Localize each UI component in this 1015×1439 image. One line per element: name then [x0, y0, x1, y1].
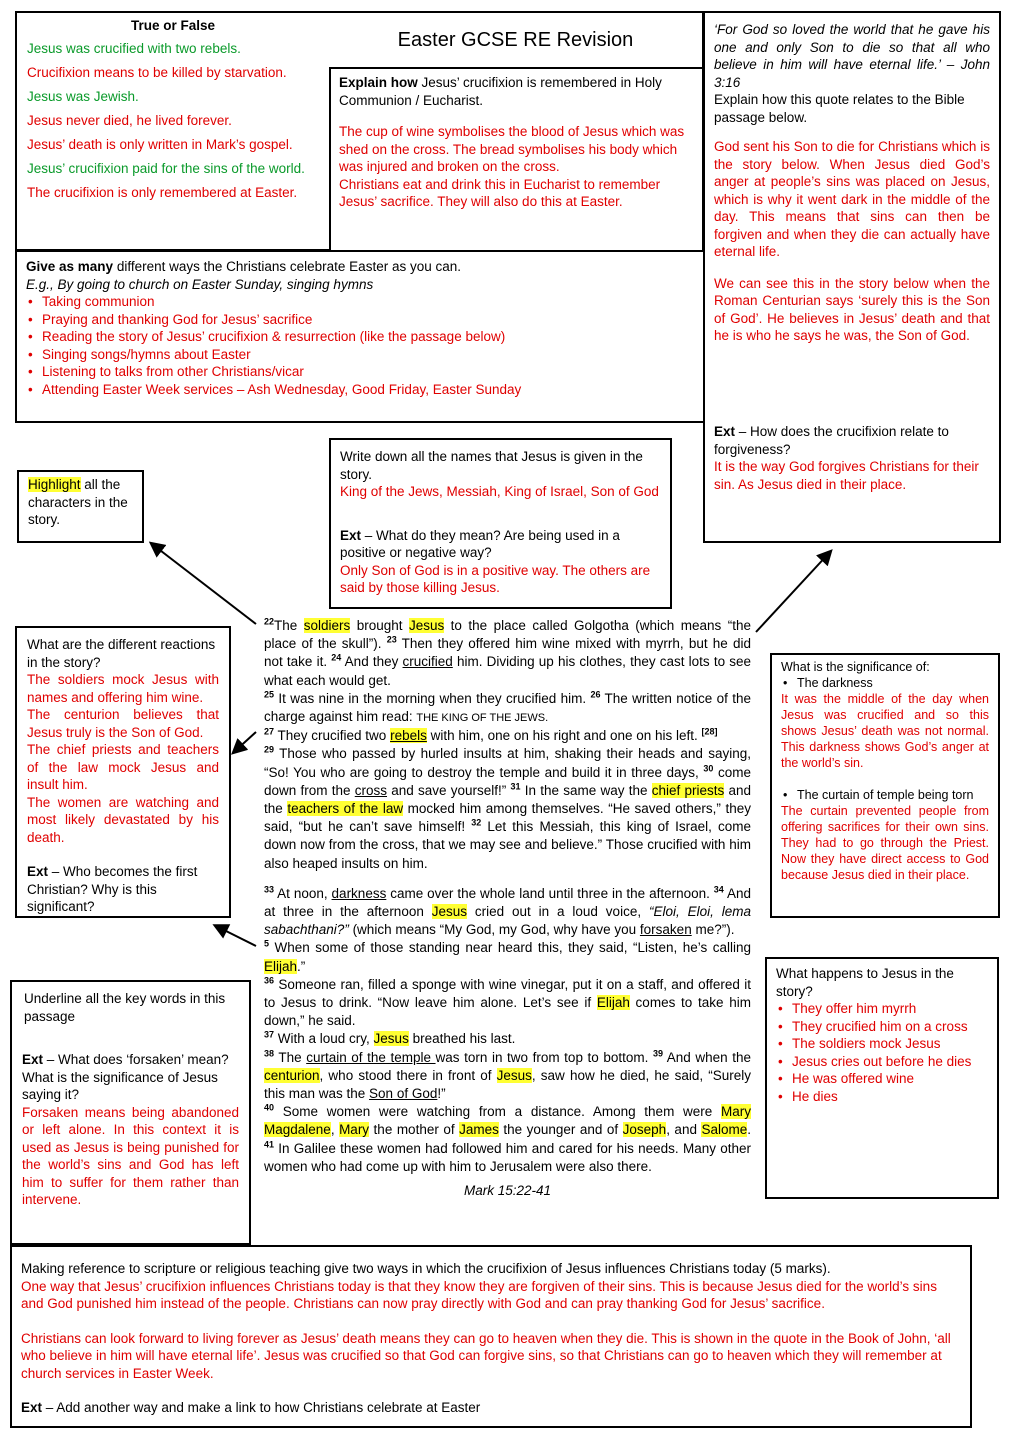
- verse-31: 31: [510, 781, 521, 792]
- names-question: Write down all the names that Jesus is given in the story.: [340, 449, 643, 482]
- passage-text: the younger and of: [498, 1122, 623, 1138]
- bible-passage: [264, 617, 751, 1200]
- communion-box: [329, 67, 704, 253]
- communion-question-bold: Explain how: [339, 75, 418, 90]
- passage-text: The written notice of the charge against him read:: [264, 690, 751, 725]
- bottom-ext-question: [21, 1399, 961, 1417]
- passage-text: and the: [264, 782, 752, 817]
- reactions-question: What are the different reactions in the story?: [27, 637, 216, 670]
- celebrate-item: • Reading the story of Jesus’ crucifixion & resurrection (like the passage below): [26, 328, 694, 346]
- significance-item-curtain: • The curtain of temple being torn: [781, 787, 989, 803]
- passage-text: The: [274, 618, 304, 633]
- passage-text: with him, one on his right and one on his left.: [426, 728, 702, 744]
- verse-36: 36: [264, 975, 275, 986]
- passage-text: (which means “My God, my God, why have you: [348, 922, 640, 938]
- passage-text: me?”).: [691, 922, 735, 938]
- passage-text: When some of those standing near heard this, they said, “Listen, he’s calling: [269, 940, 751, 956]
- names-ext-bold: Ext: [340, 527, 362, 543]
- celebrate-list: [26, 293, 694, 398]
- happens-item: • He dies: [776, 1088, 988, 1106]
- verse-34: 34: [713, 884, 724, 895]
- happens-item: • He was offered wine: [776, 1070, 988, 1088]
- passage-text: cried out in a loud voice,: [467, 904, 649, 920]
- passage-text: breathed his last.: [408, 1031, 516, 1047]
- highlight-teachers-of-the-law: teachers of the law: [287, 801, 404, 817]
- john-question: Explain how this quote relates to the Bible passage below.: [714, 92, 965, 125]
- passage-text: In Galilee these women had followed him and cared for his needs. Many other women who had come up with him to Jerusalem were also there.: [264, 1140, 751, 1174]
- verse-30: 30: [703, 763, 714, 774]
- passage-text: to the place called Golgotha (which means “the place of the skull”).: [264, 618, 751, 652]
- verse-25: 25: [264, 689, 275, 700]
- underline-ext-text: – What does ‘forsaken’ mean? What is the significance of Jesus saying it?: [22, 1052, 229, 1102]
- celebrate-box: [15, 250, 705, 423]
- true-false-item: The crucifixion is only remembered at Easter.: [27, 185, 298, 200]
- underline-crucified: crucified: [402, 654, 453, 670]
- communion-answer-1: The cup of wine symbolises the blood of Jesus which was shed on the cross. The bread symbolises his body which was injured and broken on the cross.: [339, 124, 685, 174]
- verse-28: [28]: [701, 726, 718, 737]
- passage-text: Some women were watching from a distance. Among them were: [274, 1104, 721, 1120]
- bottom-question-box: [10, 1245, 972, 1428]
- verse-22: 22: [264, 616, 275, 627]
- passage-text: !”: [437, 1086, 446, 1102]
- true-false-heading: True or False: [130, 18, 216, 33]
- celebrate-question-bold: Give as many: [26, 259, 114, 274]
- celebrate-question-rest: different ways the Christians celebrate Easter as you can.: [113, 259, 461, 274]
- reactions-ext-text: – Who becomes the first Christian? Why is this significant?: [27, 864, 198, 914]
- passage-text: Then they offered him wine mixed with myrrh, but he did not take it.: [264, 636, 751, 670]
- passage-text: With a loud cry,: [274, 1031, 374, 1047]
- passage-text: And at three in the afternoon: [264, 885, 751, 920]
- celebrate-example: E.g., By going to church on Easter Sunday, singing hymns: [26, 276, 374, 292]
- reactions-ext-question: [27, 863, 219, 916]
- underline-cross: cross: [354, 782, 388, 798]
- highlight-elijah: Elijah: [596, 995, 630, 1011]
- celebrate-question: [26, 258, 694, 276]
- bottom-answer-1: One way that Jesus’ crucifixion influences Christians today is that they know they are forgiven of their sins. This is because Jesus died for the world’s sins and God punished him instead of the people. Christians can now pray directly with God and can pray thanking God for Jesus’ sacrifice.: [21, 1278, 937, 1311]
- highlight-mary: Mary: [339, 1122, 370, 1138]
- john-ext-question: [714, 423, 990, 458]
- highlight-joseph: Joseph: [622, 1122, 667, 1138]
- significance-box: [770, 653, 1000, 918]
- passage-text: .: [747, 1122, 751, 1138]
- passage-text: brought: [350, 618, 409, 633]
- names-box: [329, 438, 672, 609]
- reactions-ext-bold: Ext: [27, 864, 49, 879]
- celebrate-item: • Taking communion: [26, 293, 694, 311]
- passage-text: Someone ran, filled a sponge with wine vinegar, put it on a staff, and offered it to Jesus to drink. “Now leave him alone. Let’s see if: [264, 976, 751, 1011]
- passage-text: was torn in two from top to bottom.: [435, 1049, 653, 1065]
- highlight-jesus: Jesus: [373, 1031, 409, 1047]
- verse-41: 41: [264, 1139, 275, 1150]
- passage-text: And they: [341, 654, 403, 670]
- passage-text: Those who passed by hurled insults at him, shaking their heads and saying, “So! You who are going to destroy the temple and build it in three days,: [264, 746, 751, 780]
- arrow-to-highlight: [152, 544, 256, 624]
- underline-curtain: curtain of the temple: [306, 1049, 436, 1065]
- passage-eloi: “Eloi, Eloi, lema sabachthani?”: [264, 904, 751, 938]
- significance-item-darkness: • The darkness: [781, 675, 989, 691]
- verse-23: 23: [386, 634, 397, 645]
- highlight-soldiers: soldiers: [303, 618, 351, 633]
- arrow-to-reactions: [234, 732, 256, 752]
- arrow-to-reactions-ext: [216, 926, 256, 946]
- true-false-item: Jesus’ crucifixion paid for the sins of the world.: [27, 161, 305, 176]
- happens-item: • Jesus cries out before he dies: [776, 1053, 988, 1071]
- verse-38: 38: [264, 1048, 275, 1059]
- happens-item: • They offer him myrrh: [776, 1000, 988, 1018]
- john-quote-box: [703, 11, 1001, 543]
- passage-notice: THE KING OF THE JEWS.: [416, 712, 549, 725]
- highlight-mary-magdalene: Mary Magdalene: [264, 1104, 751, 1138]
- celebrate-item: • Listening to talks from other Christians/vicar: [26, 363, 694, 381]
- bottom-ext-bold: Ext: [21, 1400, 43, 1415]
- true-false-item: Jesus’ death is only written in Mark’s gospel.: [27, 137, 293, 152]
- highlight-box: [17, 470, 144, 543]
- true-false-item: Jesus was crucified with two rebels.: [27, 41, 241, 56]
- verse-24: 24: [331, 652, 342, 663]
- verse-27: 27: [264, 726, 275, 737]
- passage-text: , and: [666, 1122, 702, 1138]
- passage-text: come down from the: [264, 764, 751, 798]
- underline-son-of-god: Son of God: [369, 1086, 438, 1102]
- passage-text: At noon,: [274, 885, 332, 901]
- verse-39: 39: [652, 1048, 663, 1059]
- highlight-rebels: rebels: [390, 728, 427, 744]
- highlight-rest: all the characters in the story.: [28, 477, 128, 527]
- passage-text: ,: [330, 1122, 340, 1138]
- title-box: [329, 11, 704, 69]
- underline-darkness: darkness: [331, 885, 387, 901]
- passage-text: comes to take him down,” he said.: [264, 995, 752, 1029]
- underline-box: [10, 980, 251, 1245]
- page-title: Easter GCSE RE Revision: [397, 28, 634, 51]
- reactions-answer-4: The women are watching and most likely devastated by his death.: [27, 794, 219, 845]
- happens-question: What happens to Jesus in the story?: [776, 966, 954, 999]
- highlight-salome: Salome: [701, 1122, 748, 1138]
- true-false-item: Crucifixion means to be killed by starvation.: [27, 65, 287, 80]
- underline-ext-bold: Ext: [22, 1052, 44, 1067]
- true-false-item: Jesus was Jewish.: [27, 89, 139, 104]
- happens-box: [765, 957, 999, 1199]
- true-false-item: Jesus never died, he lived forever.: [27, 113, 232, 128]
- passage-text: Let this Messiah, this king of Israel, come down now from the cross, that we may see and believe.” Those crucified with him also heaped insults on him.: [264, 819, 752, 871]
- john-ext-answer: It is the way God forgives Christians for their sin. As Jesus died in their place.: [714, 459, 979, 492]
- names-ext-text: – What do they mean? Are being used in a positive or negative way?: [340, 527, 620, 560]
- communion-question: [339, 74, 694, 109]
- passage-paragraph-1: [264, 617, 751, 873]
- passage-text: came over the whole land until three in the afternoon.: [386, 885, 714, 901]
- highlight-centurion: centurion: [264, 1067, 320, 1083]
- true-false-box: [15, 11, 331, 251]
- passage-text: and save yourself!”: [387, 782, 511, 798]
- happens-list: [776, 1000, 988, 1105]
- passage-text: , saw how he died, he said, “Surely this man was the: [264, 1067, 751, 1102]
- passage-text: And when the: [662, 1049, 751, 1065]
- happens-item: • They crucified him on a cross: [776, 1018, 988, 1036]
- john-answer-1: God sent his Son to die for Christians which is the story below. When Jesus died God’s anger at people’s sins was placed on Jesus, which is why it went dark in the middle of the day. This means that sins can then be forgiven and when they die can actually have eternal life.: [714, 139, 990, 259]
- reactions-answer-3: The chief priests and teachers of the law mock Jesus and insult him.: [27, 742, 219, 792]
- highlight-chief-priests: chief priests: [651, 782, 725, 798]
- reactions-box: [15, 626, 231, 918]
- arrow-to-john: [756, 552, 830, 632]
- significance-answer-darkness: It was the middle of the day when Jesus was crucified and so this shows Jesus’ death was not normal. This darkness shows God’s anger at the world’s sin.: [781, 692, 989, 770]
- happens-item: • The soldiers mock Jesus: [776, 1035, 988, 1053]
- celebrate-item: • Singing songs/hymns about Easter: [26, 346, 694, 364]
- underline-question: Underline all the key words in this passage: [24, 991, 226, 1024]
- underline-forsaken: forsaken: [639, 922, 692, 938]
- significance-question: What is the significance of:: [781, 660, 930, 674]
- passage-text: the mother of: [369, 1122, 460, 1138]
- communion-answer-2: Christians eat and drink this in Eucharist to remember Jesus’ sacrifice. They will also do this at Easter.: [339, 176, 661, 209]
- john-answer-2: We can see this in the story below when the Roman Centurian says ‘surely this is the Son of God’. He believes in Jesus’ death and that he is who he says he was, the Son of God.: [714, 275, 990, 343]
- john-ext-text: – How does the crucifixion relate to forgiveness?: [714, 424, 949, 457]
- underline-ext-answer: Forsaken means being abandoned or left alone. In this context it is used as Jesus is being punished for the world’s sins and God has left him to suffer for them rather than intervene.: [22, 1104, 239, 1207]
- highlight-word: Highlight: [28, 477, 81, 492]
- verse-35: 5: [264, 938, 270, 949]
- verse-26: 26: [590, 689, 601, 700]
- passage-text: In the same way the: [520, 782, 652, 798]
- passage-text: , who stood there in front of: [319, 1067, 497, 1083]
- names-ext-answer: Only Son of God is in a positive way. The others are said by those killing Jesus.: [340, 562, 651, 595]
- passage-text: .”: [297, 958, 306, 974]
- bottom-answer-2: Christians can look forward to living forever as Jesus’ death means they can go to heaven when they die. This is shown in the quote in the Book of John, ‘all who believe in him will have eternal life’. Jesus was crucified so that God can forgive sins, so that Christians can go to heaven which they will remember at church services in Easter Week.: [21, 1330, 951, 1381]
- passage-text: It was nine in the morning when they crucified him.: [274, 690, 591, 706]
- celebrate-item: • Attending Easter Week services – Ash Wednesday, Good Friday, Easter Sunday: [26, 381, 694, 399]
- passage-text: mocked him among themselves. “He saved others,” they said, “but he can’t save himself!: [264, 801, 751, 835]
- highlight-jesus: Jesus: [431, 904, 467, 920]
- highlight-jesus: Jesus: [408, 618, 445, 633]
- bottom-ext-text: – Add another way and make a link to how Christians celebrate at Easter: [42, 1400, 481, 1415]
- passage-text: They crucified two: [274, 728, 391, 744]
- significance-answer-curtain: The curtain prevented people from offering sacrifices for their own sins. They had to go through the Priest. Now they have direct access to God because Jesus died in their place.: [781, 804, 989, 882]
- john-quote: ‘For God so loved the world that he gave his one and only Son to die so that all who believe in him will have eternal life.’ – John 3:16: [714, 22, 990, 90]
- verse-37: 37: [264, 1029, 275, 1040]
- underline-ext-question: [22, 1051, 239, 1104]
- true-false-list: [27, 41, 319, 200]
- verse-29: 29: [264, 744, 275, 755]
- passage-reference: Mark 15:22-41: [463, 1183, 552, 1199]
- passage-paragraph-2: [264, 885, 751, 1176]
- verse-32: 32: [471, 817, 482, 828]
- reactions-answer-2: The centurion believes that Jesus truly is the Son of God.: [27, 707, 219, 740]
- communion-question-rest: Jesus’ crucifixion is remembered in Holy Communion / Eucharist.: [339, 75, 662, 108]
- john-ext-bold: Ext: [714, 424, 736, 439]
- names-answer: King of the Jews, Messiah, King of Israel, Son of God: [340, 484, 659, 499]
- reactions-answer-1: The soldiers mock Jesus with names and offering him wine.: [27, 672, 219, 705]
- passage-text: him. Dividing up his clothes, they cast lots to see what each would get.: [264, 654, 751, 688]
- passage-text: The: [274, 1049, 307, 1065]
- highlight-jesus: Jesus: [496, 1067, 532, 1083]
- bottom-question: Making reference to scripture or religious teaching give two ways in which the crucifixion of Jesus influences Christians today (5 marks).: [21, 1261, 831, 1276]
- highlight-james: James: [459, 1122, 499, 1138]
- names-ext-question: [340, 527, 661, 562]
- verse-33: 33: [264, 884, 275, 895]
- verse-40: 40: [264, 1102, 275, 1113]
- highlight-elijah: Elijah: [264, 958, 298, 974]
- celebrate-item: • Praying and thanking God for Jesus’ sacrifice: [26, 311, 694, 329]
